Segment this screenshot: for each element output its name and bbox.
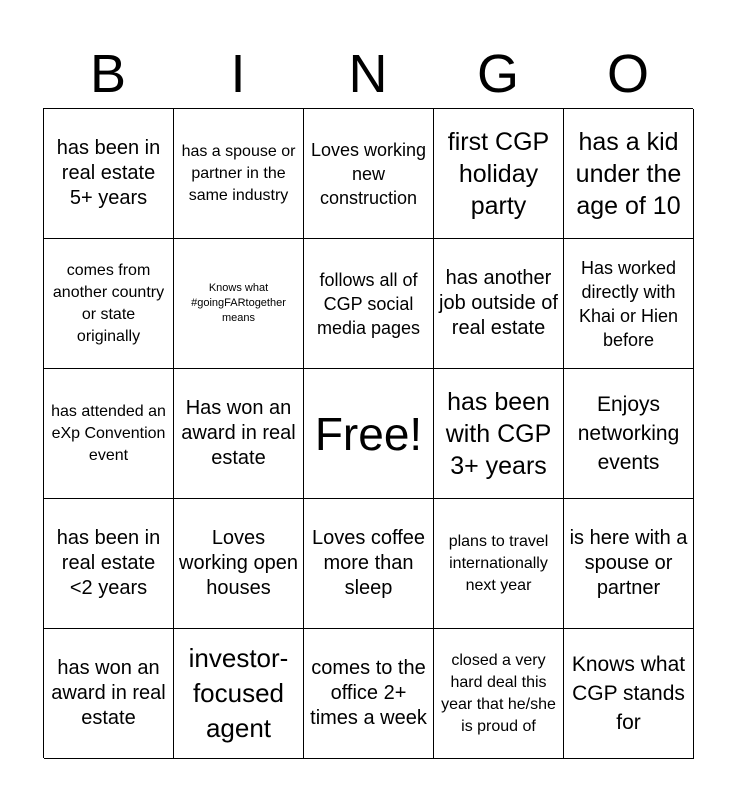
cell-text: investor-focused agent bbox=[188, 643, 289, 743]
bingo-cell-r5c5[interactable] bbox=[564, 629, 694, 759]
cell-text: has a kid under the age of 10 bbox=[575, 127, 682, 220]
bingo-card bbox=[43, 108, 693, 758]
bingo-cell-r4c1[interactable] bbox=[44, 499, 174, 629]
bingo-cell-r1c2[interactable] bbox=[174, 109, 304, 239]
cell-text: comes from another country or state originally bbox=[52, 261, 165, 345]
header-letter-g: G bbox=[476, 44, 519, 104]
bingo-header bbox=[43, 40, 693, 108]
cell-text: is here with a spouse or partner bbox=[569, 527, 688, 599]
header-letter-n: N bbox=[348, 44, 388, 104]
bingo-cell-r5c2[interactable] bbox=[174, 629, 304, 759]
bingo-cell-r2c2[interactable] bbox=[174, 239, 304, 369]
cell-text: has a spouse or partner in the same industry bbox=[181, 142, 296, 204]
bingo-cell-r5c1[interactable] bbox=[44, 629, 174, 759]
cell-text: plans to travel internationally next year bbox=[448, 532, 549, 594]
bingo-cell-r3c2[interactable] bbox=[174, 369, 304, 499]
bingo-cell-r1c3[interactable] bbox=[304, 109, 434, 239]
bingo-cell-r4c3[interactable] bbox=[304, 499, 434, 629]
bingo-cell-r1c1[interactable] bbox=[44, 109, 174, 239]
cell-text: has been in real estate 5+ years bbox=[56, 137, 161, 209]
cell-text: Loves working open houses bbox=[179, 527, 298, 599]
header-letter-i: I bbox=[230, 44, 246, 104]
header-letter-b: B bbox=[89, 44, 127, 104]
header-letter-o: O bbox=[606, 44, 649, 104]
cell-text: Has won an award in real estate bbox=[181, 397, 296, 469]
cell-text: Has worked directly with Khai or Hien before bbox=[578, 257, 679, 350]
cell-text: closed a very hard deal this year that he/she is proud of bbox=[441, 651, 556, 735]
bingo-cell-r5c4[interactable] bbox=[434, 629, 564, 759]
cell-text: has been in real estate <2 years bbox=[56, 527, 161, 599]
cell-text: Loves working new construction bbox=[310, 139, 427, 208]
bingo-cell-r5c3[interactable] bbox=[304, 629, 434, 759]
bingo-cell-r1c5[interactable] bbox=[564, 109, 694, 239]
cell-text: Loves coffee more than sleep bbox=[311, 527, 426, 599]
cell-text: has another job outside of real estate bbox=[439, 267, 558, 339]
bingo-cell-r4c4[interactable] bbox=[434, 499, 564, 629]
cell-text: has been with CGP 3+ years bbox=[445, 387, 552, 480]
cell-text: first CGP holiday party bbox=[447, 127, 550, 220]
bingo-cell-r2c4[interactable] bbox=[434, 239, 564, 369]
cell-text: Enjoys networking events bbox=[577, 393, 680, 474]
bingo-cell-r3c4[interactable] bbox=[434, 369, 564, 499]
bingo-cell-r3c5[interactable] bbox=[564, 369, 694, 499]
bingo-cell-r2c1[interactable] bbox=[44, 239, 174, 369]
bingo-cell-free-space[interactable] bbox=[304, 369, 434, 499]
bingo-cell-r4c5[interactable] bbox=[564, 499, 694, 629]
cell-text: follows all of CGP social media pages bbox=[316, 269, 421, 338]
cell-text: comes to the office 2+ times a week bbox=[310, 657, 427, 729]
cell-text: Knows what #goingFARtogether means bbox=[191, 282, 286, 324]
bingo-cell-r3c1[interactable] bbox=[44, 369, 174, 499]
bingo-cell-r4c2[interactable] bbox=[174, 499, 304, 629]
bingo-cell-r2c5[interactable] bbox=[564, 239, 694, 369]
cell-text: has won an award in real estate bbox=[51, 657, 166, 729]
bingo-cell-r1c4[interactable] bbox=[434, 109, 564, 239]
cell-text: Knows what CGP stands for bbox=[571, 653, 686, 734]
cell-text: has attended an eXp Convention event bbox=[51, 402, 166, 464]
free-space-text: Free! bbox=[314, 407, 423, 460]
bingo-cell-r2c3[interactable] bbox=[304, 239, 434, 369]
